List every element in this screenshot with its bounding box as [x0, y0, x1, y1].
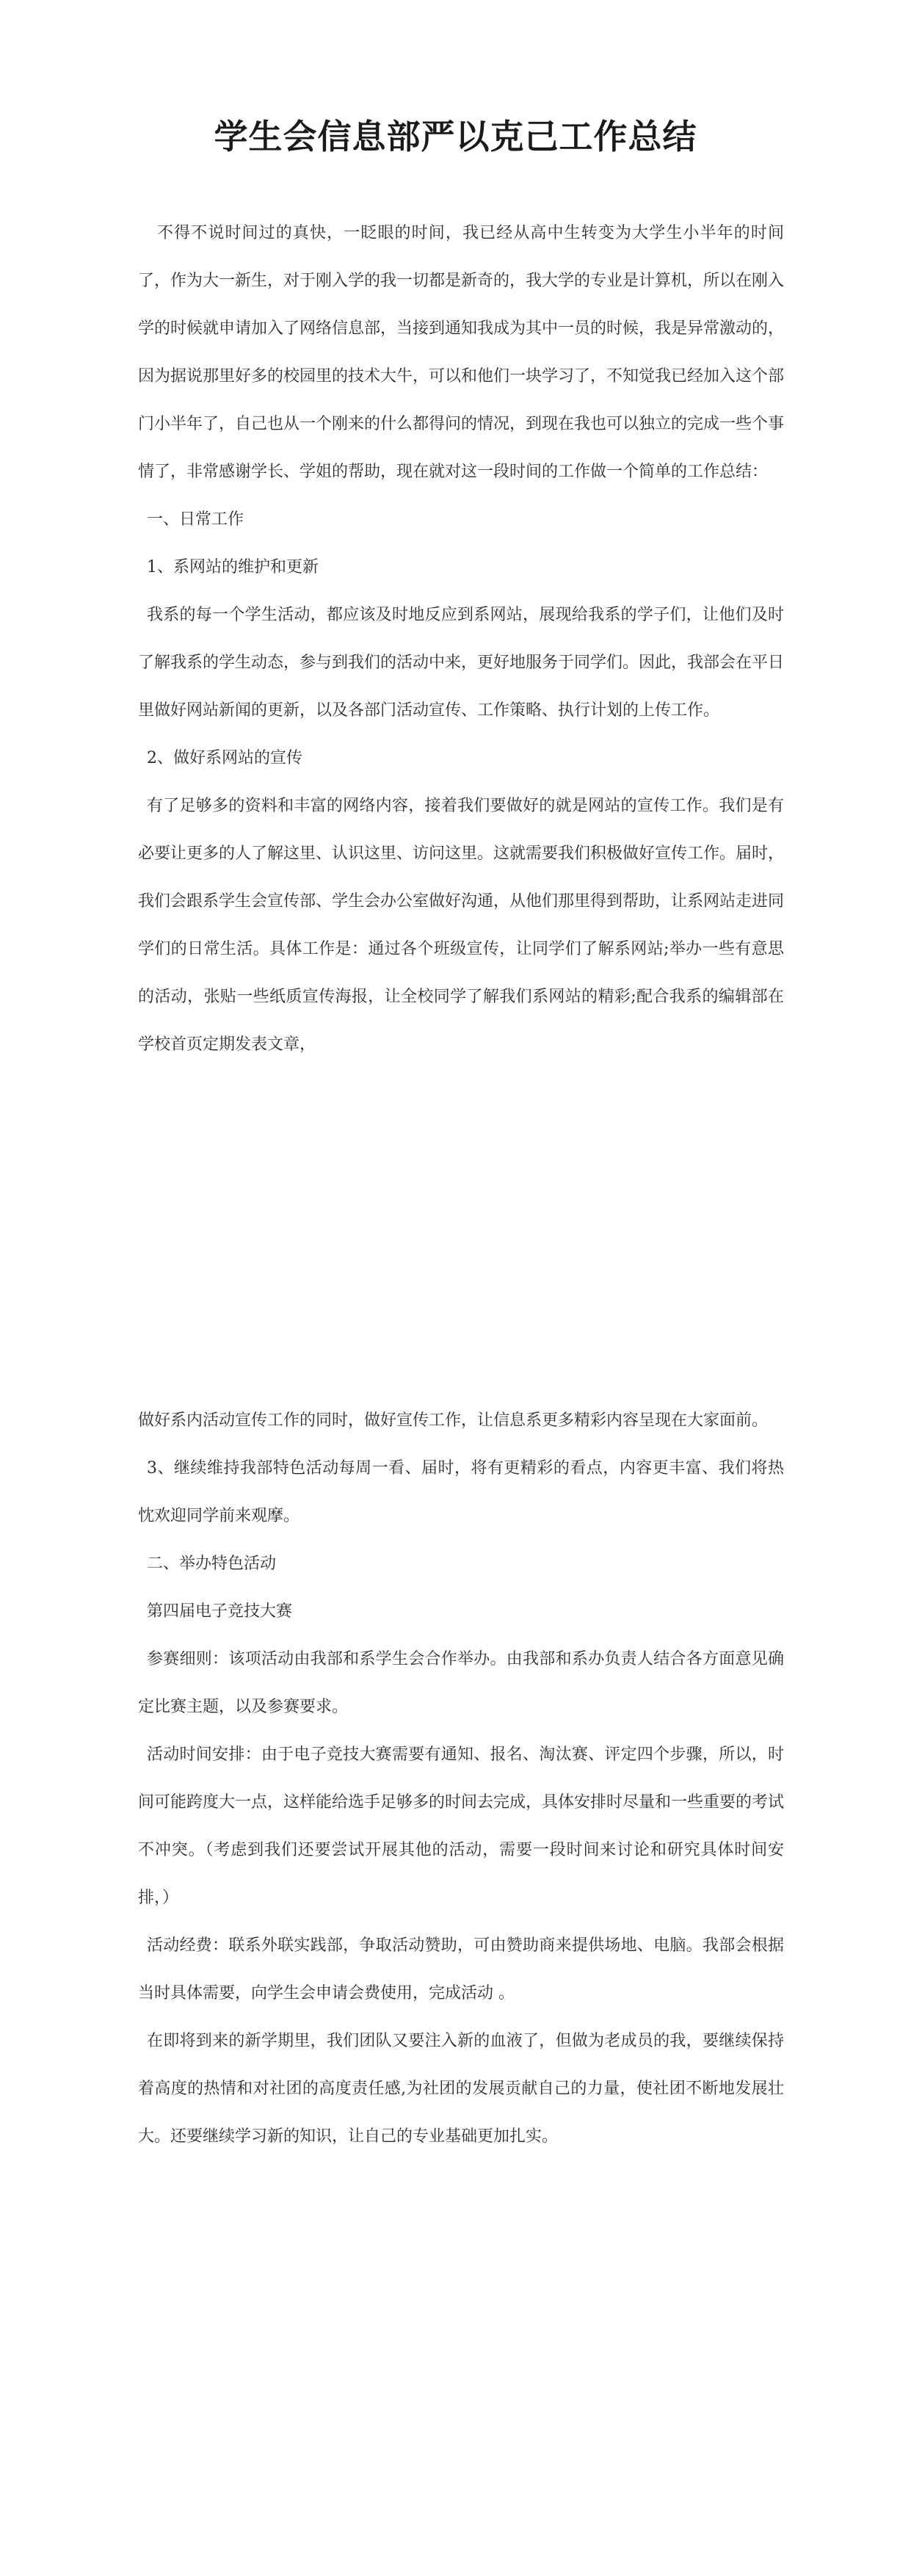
contest-funding-paragraph: 活动经费：联系外联实践部，争取活动赞助，可由赞助商来提供场地、电脑。我部会根据当时具体需要，向学生会申请会费使用，完成活动 。 [138, 1936, 784, 2002]
promotion-paragraph-continued: 做好系内活动宣传工作的同时，做好宣传工作，让信息系更多精彩内容呈现在大家面前。 [138, 1411, 769, 1430]
closing-paragraph: 在即将到来的新学期里，我们团队又要注入新的血液了，但做为老成员的我，要继续保持着高度的热情和对社团的高度责任感,为社团的发展贡献自己的力量，使社团不断地发展壮大。还要继续学习新的知识，让自己的专业基础更加扎实。 [138, 2032, 784, 2146]
website-promotion-paragraph: 有了足够多的资料和丰富的网络内容，接着我们要做好的就是网站的宣传工作。我们是有必要让更多的人了解这里、认识这里、访问这里。这就需要我们积极做好宣传工作。届时，我们会跟系学生会宣传部、学生会办公室做好沟通，从他们那里得到帮助，让系网站走进同学们的日常生活。具体工作是：通过各个班级宣传，让同学们了解系网站;举办一些有意思的活动，张贴一些纸质宣传海报，让全校同学了解我们系网站的精彩;配合我系的编辑部在学校首页定期发表文章， [138, 797, 785, 1054]
intro-paragraph: 不得不说时间过的真快，一眨眼的时间，我已经从高中生转变为大学生小半年的时间了，作为大一新生，对于刚入学的我一切都是新奇的，我大学的专业是计算机，所以在刚入学的时候就申请加入了网络信息部，当接到通知我成为其中一员的时候，我是异常激动的，因为据说那里好多的校园里的技术大牛，可以和他们一块学习了，不知觉我已经加入这个部门小半年了，自己也从一个刚来的什么都得问的情况，到现在我也可以独立的完成一些个事情了，非常感谢学长、学姐的帮助，现在就对这一段时间的工作做一个简单的工作总结： [138, 224, 785, 481]
document-title: 学生会信息部严以克己工作总结 [214, 117, 697, 156]
website-maintenance-paragraph: 我系的每一个学生活动，都应该及时地反应到系网站，展现给我系的学子们，让他们及时了解我系的学生动态，参与到我们的活动中来，更好地服务于同学们。因此，我部会在平日里做好网站新闻的更新，以及各部门活动宣传、工作策略、执行计划的上传工作。 [138, 606, 785, 720]
heading-website-maintenance: 1、系网站的维护和更新 [147, 558, 319, 576]
heading-esports-contest: 第四届电子竞技大赛 [147, 1602, 293, 1621]
section-two [138, 1397, 784, 2160]
weekly-activity-paragraph: 3、继续维持我部特色活动每周一看、届时，将有更精彩的看点，内容更丰富、我们将热忱欢迎同学前来观摩。 [138, 1459, 784, 1525]
heading-daily-work: 一、日常工作 [147, 510, 244, 529]
contest-rules-paragraph: 参赛细则：该项活动由我部和系学生会合作举办。由我部和系办负责人结合各方面意见确定比赛主题，以及参赛要求。 [138, 1650, 784, 1716]
heading-special-activities: 二、举办特色活动 [147, 1555, 277, 1573]
heading-website-promotion: 2、做好系网站的宣传 [147, 749, 302, 767]
contest-schedule-paragraph: 活动时间安排：由于电子竞技大赛需要有通知、报名、淘汰赛、评定四个步骤，所以，时间可能跨度大一点，这样能给选手足够多的时间去完成，具体安排时尽量和一些重要的考试不冲突。（考虑到我们还要尝试开展其他的活动，需要一段时间来讨论和研究具体时间安排，） [138, 1745, 785, 1907]
section-one [138, 209, 784, 1068]
